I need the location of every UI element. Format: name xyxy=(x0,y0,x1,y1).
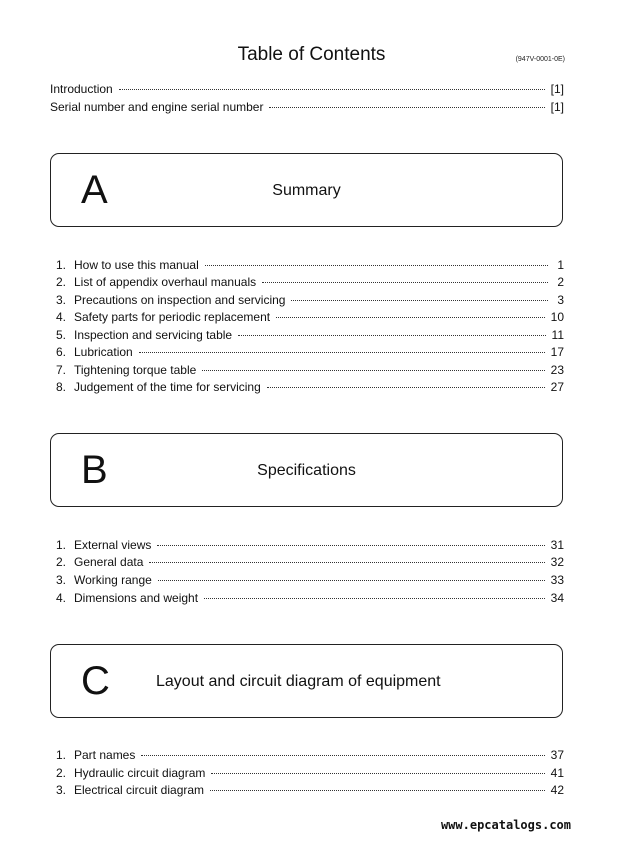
dot-leader xyxy=(210,790,545,791)
toc-entry-number: 1. xyxy=(55,538,66,552)
dot-leader xyxy=(157,545,544,546)
section-letter: B xyxy=(81,448,108,492)
section-header-c xyxy=(50,644,563,718)
toc-entry-page: 23 xyxy=(550,363,564,377)
toc-entry-serial-number[interactable] xyxy=(50,99,564,115)
toc-entry-label: Introduction xyxy=(50,82,113,96)
section-title: Summary xyxy=(272,182,341,199)
dot-leader xyxy=(204,598,545,599)
toc-entry-label: Serial number and engine serial number xyxy=(50,100,264,114)
toc-entry-number: 2. xyxy=(55,766,66,780)
toc-entry-number: 6. xyxy=(55,345,66,359)
toc-entry-number: 2. xyxy=(55,275,66,289)
toc-entry-page: 11 xyxy=(551,328,564,342)
dot-leader xyxy=(267,387,545,388)
toc-entry[interactable] xyxy=(50,344,564,360)
watermark-url: www.epcatalogs.com xyxy=(440,818,571,832)
toc-entry-label: External views xyxy=(74,538,152,552)
dot-leader xyxy=(139,352,545,353)
dot-leader xyxy=(149,562,544,563)
toc-entry[interactable] xyxy=(50,537,564,553)
toc-entry-label: Tightening torque table xyxy=(74,363,197,377)
toc-entry[interactable] xyxy=(50,590,564,606)
toc-entry-label: Lubrication xyxy=(74,345,133,359)
toc-entry-label: How to use this manual xyxy=(74,258,199,272)
toc-entry-page: 31 xyxy=(550,538,564,552)
toc-entry-label: List of appendix overhaul manuals xyxy=(74,275,257,289)
toc-entry-number: 3. xyxy=(55,293,66,307)
toc-entry-number: 4. xyxy=(55,591,66,605)
dot-leader xyxy=(211,773,544,774)
toc-entry[interactable] xyxy=(50,554,564,570)
section-title: Specifications xyxy=(257,462,356,479)
section-letter: A xyxy=(81,168,108,212)
toc-entry[interactable] xyxy=(50,362,564,378)
toc-entry[interactable] xyxy=(50,309,564,325)
toc-entry-page: 42 xyxy=(550,783,564,797)
toc-entry-number: 3. xyxy=(55,573,66,587)
dot-leader xyxy=(158,580,545,581)
dot-leader xyxy=(291,300,548,301)
dot-leader xyxy=(119,89,545,90)
toc-entry-page: 2 xyxy=(557,275,564,289)
section-title: Layout and circuit diagram of equipment xyxy=(156,673,441,690)
toc-entry[interactable] xyxy=(50,327,564,343)
page-title: Table of Contents xyxy=(237,44,386,65)
toc-entry-page: 3 xyxy=(557,293,564,307)
toc-entry-page: 1 xyxy=(557,258,564,272)
dot-leader xyxy=(262,282,548,283)
toc-entry[interactable] xyxy=(50,572,564,588)
section-header-a xyxy=(50,153,563,227)
dot-leader xyxy=(205,265,548,266)
toc-entry-page: 17 xyxy=(550,345,564,359)
toc-entry[interactable] xyxy=(50,379,564,395)
toc-entry-page: [1] xyxy=(550,82,564,96)
toc-entry-number: 1. xyxy=(55,258,66,272)
toc-entry[interactable] xyxy=(50,257,564,273)
toc-entry-page: 37 xyxy=(550,748,564,762)
toc-entry-number: 3. xyxy=(55,783,66,797)
toc-entry-page: 10 xyxy=(550,310,564,324)
dot-leader xyxy=(202,370,544,371)
toc-entry-page: [1] xyxy=(550,100,564,114)
toc-entry-number: 1. xyxy=(55,748,66,762)
toc-entry[interactable] xyxy=(50,782,564,798)
toc-entry[interactable] xyxy=(50,292,564,308)
toc-entry-label: Hydraulic circuit diagram xyxy=(74,766,206,780)
toc-entry-page: 33 xyxy=(550,573,564,587)
toc-entry-label: Inspection and servicing table xyxy=(74,328,233,342)
toc-entry-label: Working range xyxy=(74,573,152,587)
toc-entry[interactable] xyxy=(50,274,564,290)
toc-entry-number: 7. xyxy=(55,363,66,377)
document-code: (947V-0001-0E) xyxy=(515,56,565,63)
section-header-b xyxy=(50,433,563,507)
toc-entry-label: Part names xyxy=(74,748,136,762)
toc-entry-page: 32 xyxy=(550,555,564,569)
toc-entry-label: Dimensions and weight xyxy=(74,591,199,605)
toc-entry[interactable] xyxy=(50,765,564,781)
dot-leader xyxy=(238,335,545,336)
toc-entry-label: Safety parts for periodic replacement xyxy=(74,310,271,324)
toc-entry-label: Electrical circuit diagram xyxy=(74,783,205,797)
dot-leader xyxy=(269,107,544,108)
toc-entry-number: 4. xyxy=(55,310,66,324)
toc-entry-label: Judgement of the time for servicing xyxy=(74,380,261,394)
toc-entry-number: 5. xyxy=(55,328,66,342)
toc-entry-number: 2. xyxy=(55,555,66,569)
toc-entry-page: 34 xyxy=(550,591,564,605)
toc-entry-introduction[interactable] xyxy=(50,81,564,97)
toc-entry-number: 8. xyxy=(55,380,66,394)
toc-entry-label: Precautions on inspection and servicing xyxy=(74,293,286,307)
dot-leader xyxy=(276,317,545,318)
toc-entry[interactable] xyxy=(50,747,564,763)
toc-entry-page: 27 xyxy=(550,380,564,394)
toc-entry-page: 41 xyxy=(550,766,564,780)
toc-entry-label: General data xyxy=(74,555,144,569)
section-letter: C xyxy=(81,659,110,703)
dot-leader xyxy=(141,755,544,756)
